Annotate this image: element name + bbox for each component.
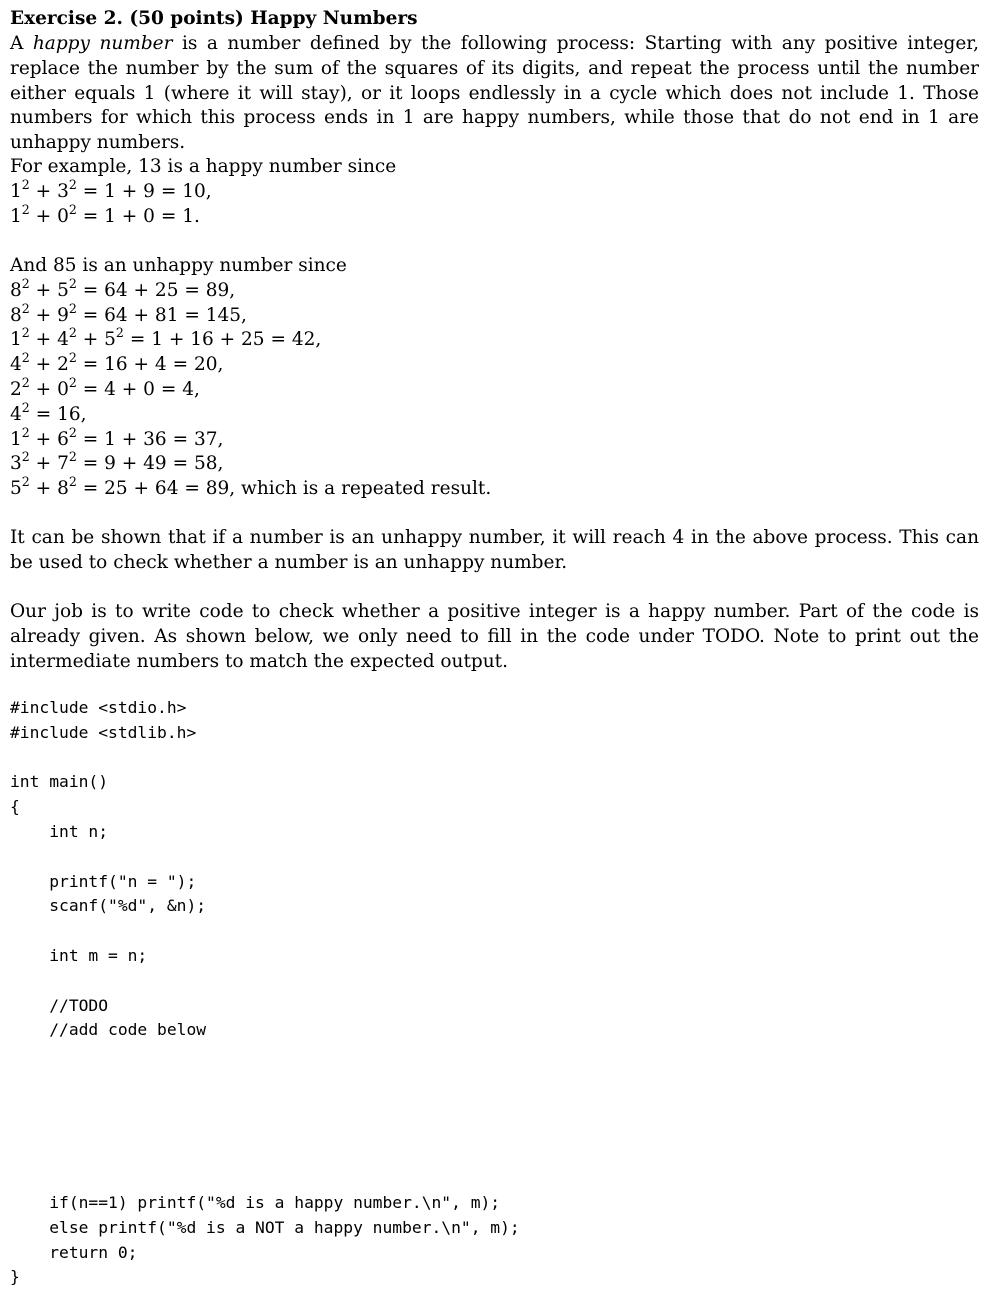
happy-example-lead: For example, 13 is a happy number since bbox=[10, 156, 397, 177]
code-declare-m: int m = n; bbox=[10, 945, 148, 965]
code-return-line: return 0; bbox=[10, 1242, 138, 1262]
unhappy-step: $5^2 + 8^2 = 25 + 64 = 89$, which is a repeated result. bbox=[10, 474, 492, 500]
intro-paragraph bbox=[10, 32, 979, 156]
term-exponent: 2 bbox=[21, 300, 30, 316]
code-main-signature: int main() bbox=[10, 772, 109, 792]
step-result: = 4 + 0 = 4, bbox=[82, 378, 200, 400]
happy-number-term: happy number bbox=[32, 33, 173, 54]
term-exponent: 2 bbox=[21, 399, 30, 415]
step-result: = 1 + 36 = 37, bbox=[82, 428, 224, 450]
code-if-line: if(n==1) printf("%d is a happy number.\n", m); bbox=[10, 1193, 501, 1212]
happy-step: $1^2 + 0^2 = 1 + 0 = 1$. bbox=[10, 201, 200, 227]
term-exponent: 2 bbox=[68, 177, 77, 192]
exercise-topic: Happy Numbers bbox=[250, 8, 418, 29]
unhappy-example-lead: And 85 is an unhappy number since bbox=[10, 255, 347, 276]
step-result: = 1 + 0 = 1. bbox=[82, 205, 200, 227]
term-exponent: 2 bbox=[21, 177, 30, 192]
term-base: 8 bbox=[10, 304, 22, 326]
term-base: 1 bbox=[10, 180, 22, 202]
step-result: = 64 + 81 = 145, bbox=[82, 304, 247, 326]
unhappy-step: $8^2 + 5^2 = 64 + 25 = 89$, bbox=[10, 276, 236, 301]
code-todo-comment: //TODO bbox=[10, 995, 109, 1015]
term-exponent: 2 bbox=[68, 474, 77, 490]
note-paragraph bbox=[10, 526, 979, 576]
unhappy-example bbox=[10, 254, 979, 502]
exercise-heading bbox=[10, 7, 979, 32]
term-exponent: 2 bbox=[21, 424, 30, 440]
task-paragraph bbox=[10, 600, 979, 674]
code-scanf: scanf("%d", &n); bbox=[10, 896, 207, 916]
term-exponent: 2 bbox=[68, 201, 77, 217]
term-exponent: 2 bbox=[68, 449, 77, 465]
term-base: 9 bbox=[57, 304, 69, 326]
code-listing-tail bbox=[10, 1191, 979, 1290]
term-base: 8 bbox=[10, 279, 22, 301]
term-exponent: 2 bbox=[21, 201, 30, 217]
term-base: 5 bbox=[10, 478, 22, 500]
intro-text-rest: is a number defined by the following process: Starting with any positive integer, replace the number by the sum of the squares of its digits, and repeat the process until the number either equals 1 (where it will stay), or it loops endlessly in a cycle which does not include 1. Those numbers for which this process ends in 1 are happy numbers, while those that do not end in 1 are unhappy numbers. bbox=[10, 33, 980, 154]
step-result: = 25 + 64 = 89, which is a repeated result. bbox=[82, 478, 492, 500]
term-base: 4 bbox=[10, 354, 22, 376]
code-printf-prompt: printf("n = "); bbox=[10, 871, 197, 891]
happy-example-steps bbox=[10, 177, 979, 230]
term-exponent: 2 bbox=[68, 276, 77, 291]
code-include-stdio: #include <stdio.h> bbox=[10, 698, 187, 717]
exercise-points: (50 points) bbox=[129, 8, 244, 29]
unhappy-step: $3^2 + 7^2 = 9 + 49 = 58$, bbox=[10, 449, 224, 475]
code-include-stdlib: #include <stdlib.h> bbox=[10, 722, 197, 742]
unhappy-step bbox=[10, 399, 979, 428]
term-base: 4 bbox=[57, 329, 69, 351]
step-result: = 9 + 49 = 58, bbox=[82, 453, 224, 475]
step-result: = 1 + 16 + 25 = 42, bbox=[129, 329, 322, 351]
term-exponent: 2 bbox=[21, 375, 30, 391]
code-listing bbox=[10, 696, 979, 1043]
happy-example bbox=[10, 155, 979, 229]
term-exponent: 2 bbox=[21, 325, 30, 341]
term-exponent: 2 bbox=[21, 449, 30, 465]
term-exponent: 2 bbox=[21, 474, 30, 490]
unhappy-step: $1^2 + 4^2 + 5^2 = 1 + 16 + 25 = 42$, bbox=[10, 325, 322, 351]
code-add-code-comment: //add code below bbox=[10, 1020, 207, 1040]
term-exponent: 2 bbox=[68, 350, 77, 366]
term-base: 5 bbox=[57, 279, 69, 301]
term-base: 1 bbox=[10, 205, 22, 227]
term-base: 5 bbox=[104, 329, 116, 351]
unhappy-step: $1^2 + 6^2 = 1 + 36 = 37$, bbox=[10, 424, 224, 450]
term-base: 0 bbox=[57, 378, 69, 400]
code-close-brace: } bbox=[10, 1267, 20, 1287]
step-result: = 16 + 4 = 20, bbox=[82, 354, 224, 376]
term-exponent: 2 bbox=[21, 350, 30, 366]
term-base: 2 bbox=[10, 378, 22, 400]
code-declare-n: int n; bbox=[10, 821, 109, 841]
step-result: = 64 + 25 = 89, bbox=[82, 279, 236, 301]
term-exponent: 2 bbox=[21, 276, 30, 291]
term-base: 1 bbox=[10, 428, 22, 450]
code-open-brace: { bbox=[10, 797, 20, 817]
term-base: 3 bbox=[57, 180, 69, 202]
term-base: 7 bbox=[57, 453, 69, 475]
happy-step: $1^2 + 3^2 = 1 + 9 = 10$, bbox=[10, 177, 212, 202]
exercise-label: Exercise 2. bbox=[10, 8, 123, 29]
term-exponent: 2 bbox=[68, 325, 77, 341]
term-base: 3 bbox=[10, 453, 22, 475]
step-result: = 16, bbox=[35, 403, 87, 425]
code-else-line: else printf("%d is a NOT a happy number.\n", m); bbox=[10, 1217, 520, 1237]
term-base: 2 bbox=[57, 354, 69, 376]
unhappy-step: $4^2 + 2^2 = 16 + 4 = 20$, bbox=[10, 350, 224, 376]
term-exponent: 2 bbox=[68, 424, 77, 440]
unhappy-step: $8^2 + 9^2 = 64 + 81 = 145$, bbox=[10, 300, 247, 326]
task-text: Our job is to write code to check whether a positive integer is a happy number. Part of the code is already given. As shown below, we only need to fill in the code under TODO. Note to print out the intermediate numbers to match the expected output. bbox=[10, 601, 979, 672]
term-base: 4 bbox=[10, 403, 22, 425]
unhappy-example-steps bbox=[10, 276, 979, 502]
term-base: 1 bbox=[10, 329, 22, 351]
unhappy-step: $2^2 + 0^2 = 4 + 0 = 4$, bbox=[10, 375, 200, 400]
note-text: It can be shown that if a number is an unhappy number, it will reach 4 in the above process. This can be used to check whether a number is an unhappy number. bbox=[10, 527, 979, 573]
step-result: = 1 + 9 = 10, bbox=[82, 180, 212, 202]
term-base: 0 bbox=[57, 205, 69, 227]
term-exponent: 2 bbox=[68, 375, 77, 391]
intro-text-start: A bbox=[10, 33, 24, 54]
term-base: 6 bbox=[57, 428, 69, 450]
term-base: 8 bbox=[57, 478, 69, 500]
term-exponent: 2 bbox=[68, 300, 77, 316]
term-exponent: 2 bbox=[115, 325, 124, 341]
